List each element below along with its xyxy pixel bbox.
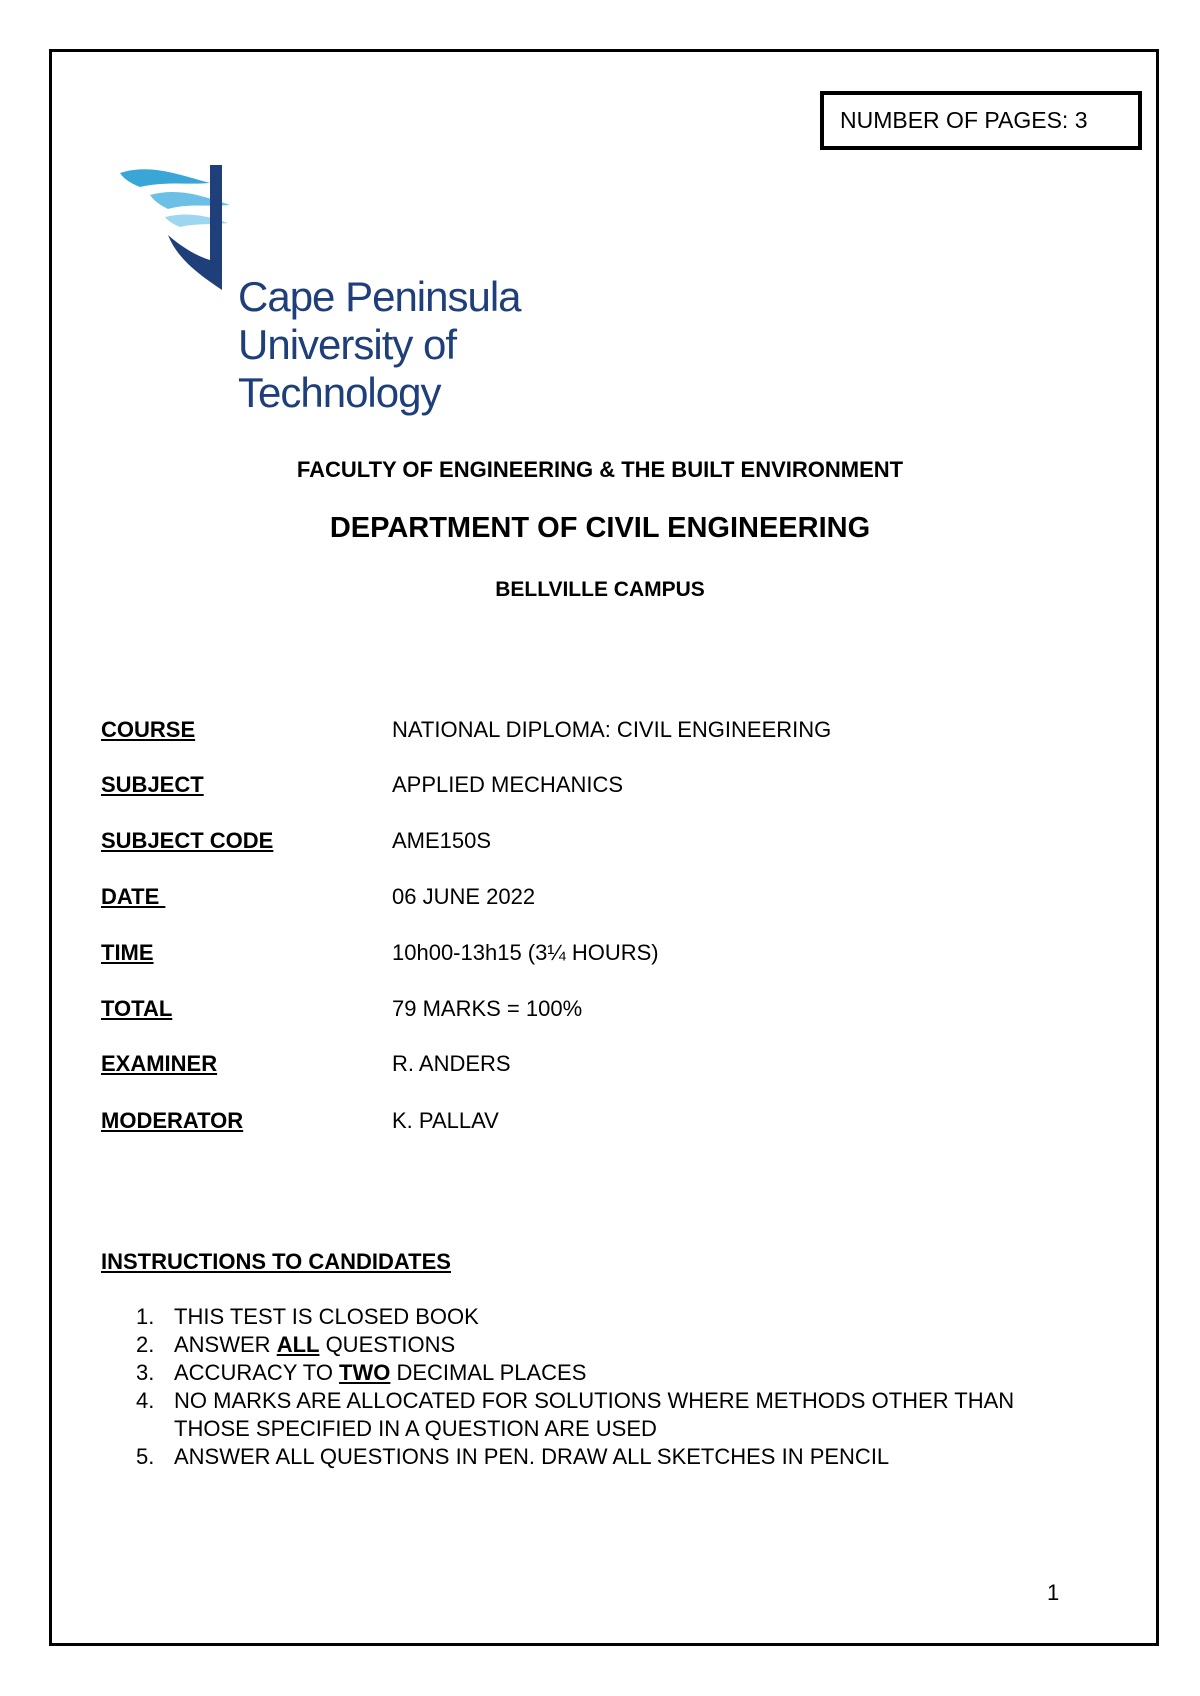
department-title: DEPARTMENT OF CIVIL ENGINEERING <box>329 512 871 544</box>
university-logo <box>110 165 630 416</box>
number-of-pages-text: NUMBER OF PAGES: 3 <box>840 107 1088 133</box>
info-row-subject <box>101 772 1101 802</box>
examiner-value: R. ANDERS <box>392 1051 511 1076</box>
instruction-number: 2. <box>136 1332 155 1357</box>
faculty-title: FACULTY OF ENGINEERING & THE BUILT ENVIRONMENT <box>296 457 904 482</box>
date-value: 06 JUNE 2022 <box>392 884 536 909</box>
instruction-number: 3. <box>136 1360 155 1385</box>
subject-code-label: SUBJECT CODE <box>101 828 274 853</box>
total-value: 79 MARKS = 100% <box>392 996 583 1021</box>
info-row-total <box>101 996 1101 1026</box>
instruction-emphasis: TWO <box>339 1360 391 1385</box>
instructions-list <box>136 1303 1096 1471</box>
instruction-text-pre: ACCURACY TO <box>174 1360 340 1385</box>
examiner-label: EXAMINER <box>101 1051 218 1076</box>
instruction-item <box>136 1443 1096 1471</box>
info-row-time <box>101 940 1101 970</box>
logo-line-2: University of Technology <box>238 321 457 416</box>
instruction-text-pre: ANSWER <box>174 1332 277 1357</box>
time-value: 10h00-13h15 (3¼ HOURS) <box>392 940 659 965</box>
campus-title: BELLVILLE CAMPUS <box>495 578 705 601</box>
moderator-value: K. PALLAV <box>392 1108 499 1133</box>
instruction-item <box>136 1303 1096 1331</box>
instruction-text: THIS TEST IS CLOSED BOOK <box>174 1304 479 1329</box>
moderator-label: MODERATOR <box>101 1108 244 1133</box>
instruction-item <box>136 1359 1096 1387</box>
logo-line-1: Cape Peninsula <box>238 273 521 320</box>
instruction-number: 5. <box>136 1444 155 1469</box>
instructions-title: INSTRUCTIONS TO CANDIDATES <box>101 1249 451 1274</box>
subject-label: SUBJECT <box>101 772 204 797</box>
instruction-text <box>174 1359 586 1387</box>
info-row-subject-code <box>101 828 1101 858</box>
date-label: DATE <box>101 884 166 909</box>
info-row-date <box>101 884 1101 914</box>
instruction-text <box>174 1331 455 1359</box>
instruction-text: NO MARKS ARE ALLOCATED FOR SOLUTIONS WHERE METHODS OTHER THAN THOSE SPECIFIED IN A QUESTION ARE USED <box>174 1388 1015 1441</box>
course-label: COURSE <box>101 717 196 742</box>
instruction-text: ANSWER ALL QUESTIONS IN PEN. DRAW ALL SKETCHES IN PENCIL <box>174 1444 890 1469</box>
instruction-text-post: DECIMAL PLACES <box>390 1360 587 1385</box>
course-value: NATIONAL DIPLOMA: CIVIL ENGINEERING <box>392 717 832 742</box>
instruction-text-post: QUESTIONS <box>319 1332 456 1357</box>
instruction-number: 4. <box>136 1388 155 1413</box>
total-label: TOTAL <box>101 996 173 1021</box>
instruction-item <box>136 1331 1096 1359</box>
time-label: TIME <box>101 940 154 965</box>
subject-value: APPLIED MECHANICS <box>392 772 624 797</box>
info-row-moderator <box>101 1108 1101 1138</box>
page-number: 1 <box>1047 1580 1060 1605</box>
info-row-examiner <box>101 1051 1101 1081</box>
instruction-emphasis: ALL <box>276 1332 320 1357</box>
instruction-number: 1. <box>136 1304 155 1329</box>
number-of-pages-box <box>820 91 1142 150</box>
instruction-item <box>136 1387 1096 1443</box>
subject-code-value: AME150S <box>392 828 492 853</box>
info-row-course <box>101 717 1101 747</box>
